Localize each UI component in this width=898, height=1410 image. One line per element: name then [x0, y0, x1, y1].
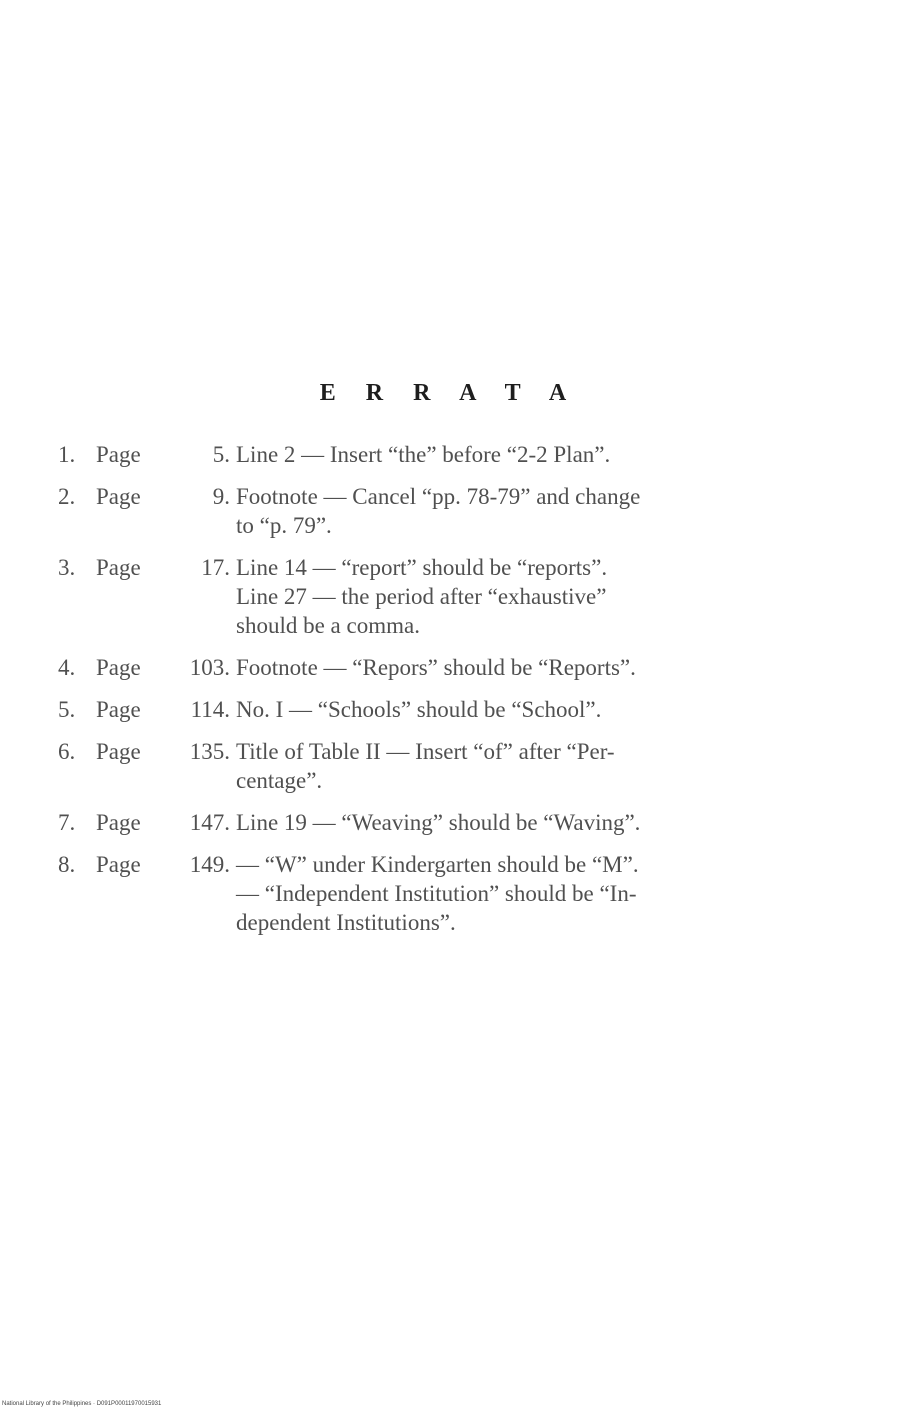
errata-entry: [58, 653, 848, 682]
entry-page-number: 114.: [190, 697, 230, 722]
errata-list: [58, 440, 848, 950]
entry-number: 1.: [58, 442, 76, 467]
correction-line: No. I — “Schools” should be “School”.: [236, 697, 602, 722]
errata-entry: [58, 695, 848, 724]
entry-page-number: 5.: [212, 442, 230, 467]
entry-page-word: Page: [96, 442, 141, 467]
correction-line: to “p. 79”.: [236, 513, 332, 538]
entry-page-word: Page: [96, 655, 141, 680]
entry-correction: [236, 695, 848, 724]
entry-number: 8.: [58, 852, 76, 877]
entry-page-number: 147.: [189, 810, 230, 835]
errata-entry: [58, 440, 848, 469]
errata-entry: [58, 737, 848, 795]
page-title: E R R A T A: [319, 380, 579, 406]
correction-line: — “Independent Institution” should be “In-: [236, 881, 637, 906]
entry-correction: [236, 653, 848, 682]
correction-line: — “W” under Kindergarten should be “M”.: [236, 852, 639, 877]
correction-line: Line 14 — “report” should be “reports”.: [236, 555, 608, 580]
entry-number: 5.: [58, 697, 76, 722]
entry-correction: [236, 737, 848, 795]
entry-page-word: Page: [96, 484, 141, 509]
entry-correction: [236, 482, 848, 540]
entry-page-word: Page: [96, 739, 141, 764]
entry-page-number: 17.: [201, 555, 230, 580]
correction-line: dependent Institutions”.: [236, 910, 456, 935]
entry-number: 2.: [58, 484, 76, 509]
entry-page-number: 9.: [212, 484, 230, 509]
correction-line: should be a comma.: [236, 613, 420, 638]
entry-number: 4.: [58, 655, 76, 680]
errata-entry: [58, 808, 848, 837]
footer-caption: National Library of the Philippines · D091P00011970015931: [2, 1401, 162, 1407]
errata-entry: [58, 482, 848, 540]
entry-page-word: Page: [96, 852, 141, 877]
entry-page-number: 149.: [189, 852, 230, 877]
correction-line: Line 19 — “Weaving” should be “Waving”.: [236, 810, 641, 835]
entry-page-word: Page: [96, 697, 141, 722]
entry-page-word: Page: [96, 810, 141, 835]
entry-page-number: 135.: [189, 739, 230, 764]
correction-line: Line 2 — Insert “the” before “2-2 Plan”.: [236, 442, 611, 467]
errata-entry: [58, 850, 848, 937]
errata-entry: [58, 553, 848, 640]
entry-correction: [236, 850, 848, 937]
correction-line: centage”.: [236, 768, 323, 793]
entry-number: 7.: [58, 810, 76, 835]
entry-correction: [236, 553, 848, 640]
correction-line: Title of Table II — Insert “of” after “Per-: [236, 739, 615, 764]
correction-line: Footnote — Cancel “pp. 78-79” and change: [236, 484, 641, 509]
entry-page-word: Page: [96, 555, 141, 580]
correction-line: Line 27 — the period after “exhaustive”: [236, 584, 607, 609]
correction-line: Footnote — “Repors” should be “Reports”.: [236, 655, 636, 680]
entry-number: 3.: [58, 555, 76, 580]
entry-page-number: 103.: [189, 655, 230, 680]
entry-number: 6.: [58, 739, 76, 764]
entry-correction: [236, 808, 848, 837]
entry-correction: [236, 440, 848, 469]
